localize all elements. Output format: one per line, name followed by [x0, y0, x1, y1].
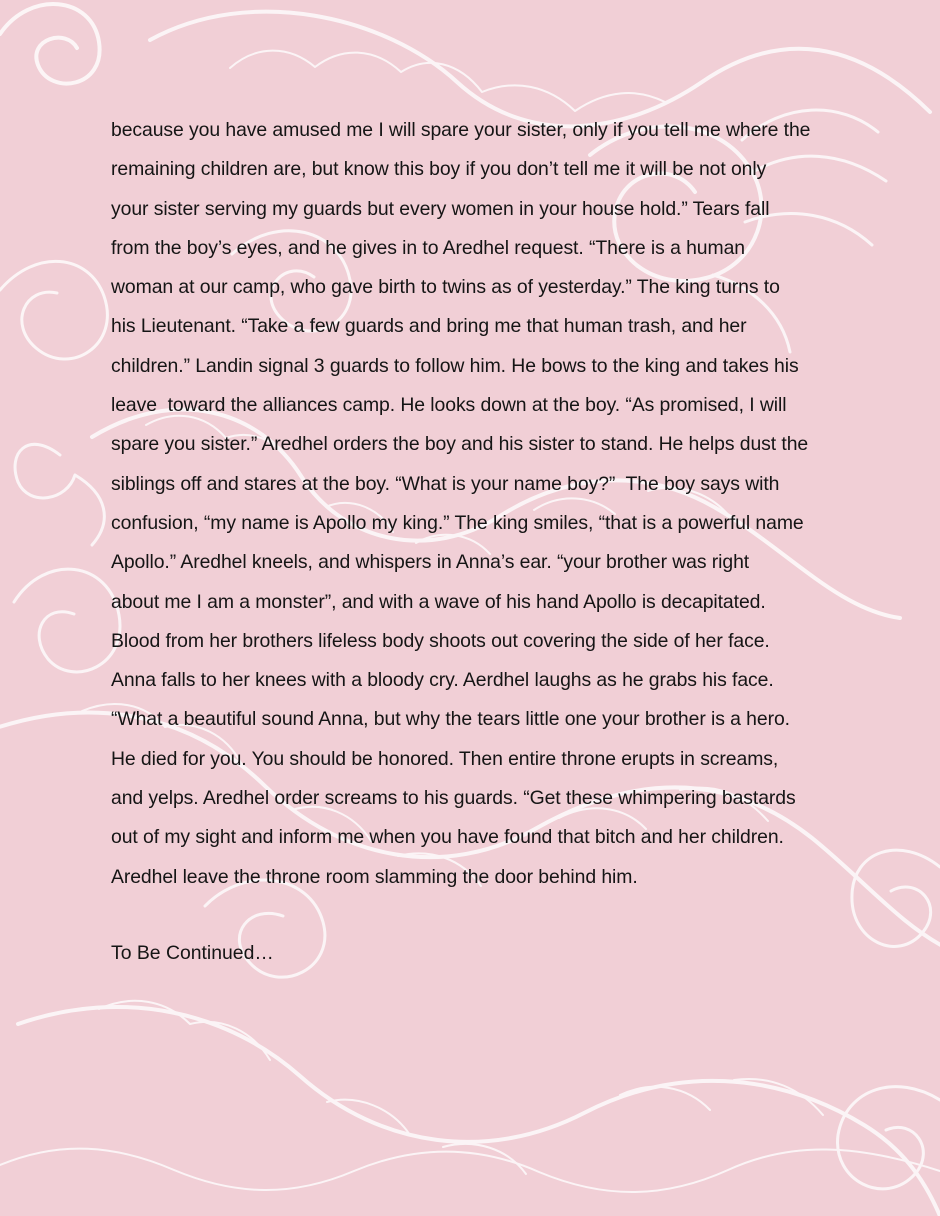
cloud-motif-right-icon	[852, 850, 940, 946]
story-text-block	[111, 111, 856, 897]
story-line: siblings off and stares at the boy. “What is your name boy?” The boy says with	[111, 472, 780, 495]
story-line: Blood from her brothers lifeless body shoots out covering the side of her face.	[111, 629, 770, 652]
story-line: out of my sight and inform me when you have found that bitch and her children.	[111, 826, 784, 849]
story-line: remaining children are, but know this boy if you don’t tell me it will be not only	[111, 158, 767, 181]
cloud-motif-left-lower-icon	[14, 569, 120, 672]
story-line: your sister serving my guards but every women in your house hold.” Tears fall	[111, 197, 770, 220]
dragon-upper-body-icon	[150, 12, 930, 127]
dragon-tail-scales-icon	[99, 1001, 823, 1174]
story-line: about me I am a monster”, and with a wave of his hand Apollo is decapitated.	[111, 590, 766, 613]
story-line: Aredhel leave the throne room slamming the door behind him.	[111, 865, 638, 888]
cloud-motif-left-icon	[0, 261, 107, 359]
story-line: He died for you. You should be honored. Then entire throne erupts in screams,	[111, 747, 779, 770]
cloud-motif-top-left-icon	[0, 4, 100, 83]
to-be-continued-text: To Be Continued…	[111, 942, 274, 964]
wave-lines-bottom-icon	[0, 1149, 940, 1192]
dragon-claw-icon	[15, 444, 104, 545]
story-line: from the boy’s eyes, and he gives in to Aredhel request. “There is a human	[111, 236, 745, 259]
story-line: leave toward the alliances camp. He looks down at the boy. “As promised, I will	[111, 394, 787, 417]
story-line: confusion, “my name is Apollo my king.” The king smiles, “that is a powerful name	[111, 511, 804, 534]
cloud-motif-bottom-right-icon	[838, 1087, 940, 1189]
story-line: children.” Landin signal 3 guards to follow him. He bows to the king and takes his	[111, 354, 799, 377]
story-line: “What a beautiful sound Anna, but why the tears little one your brother is a hero.	[111, 708, 790, 731]
dragon-upper-scales-icon	[230, 51, 665, 111]
story-line: spare you sister.” Aredhel orders the boy and his sister to stand. He helps dust the	[111, 433, 809, 456]
story-line: and yelps. Aredhel order screams to his guards. “Get these whimpering bastards	[111, 787, 796, 810]
story-line: woman at our camp, who gave birth to twins as of yesterday.” The king turns to	[111, 276, 780, 299]
story-line: because you have amused me I will spare your sister, only if you tell me where the	[111, 119, 811, 141]
story-line: Apollo.” Aredhel kneels, and whispers in Anna’s ear. “your brother was right	[111, 551, 750, 574]
dragon-tail-icon	[18, 1007, 940, 1216]
story-line: his Lieutenant. “Take a few guards and bring me that human trash, and her	[111, 315, 747, 338]
story-line: Anna falls to her knees with a bloody cry. Aerdhel laughs as he grabs his face.	[111, 669, 774, 692]
